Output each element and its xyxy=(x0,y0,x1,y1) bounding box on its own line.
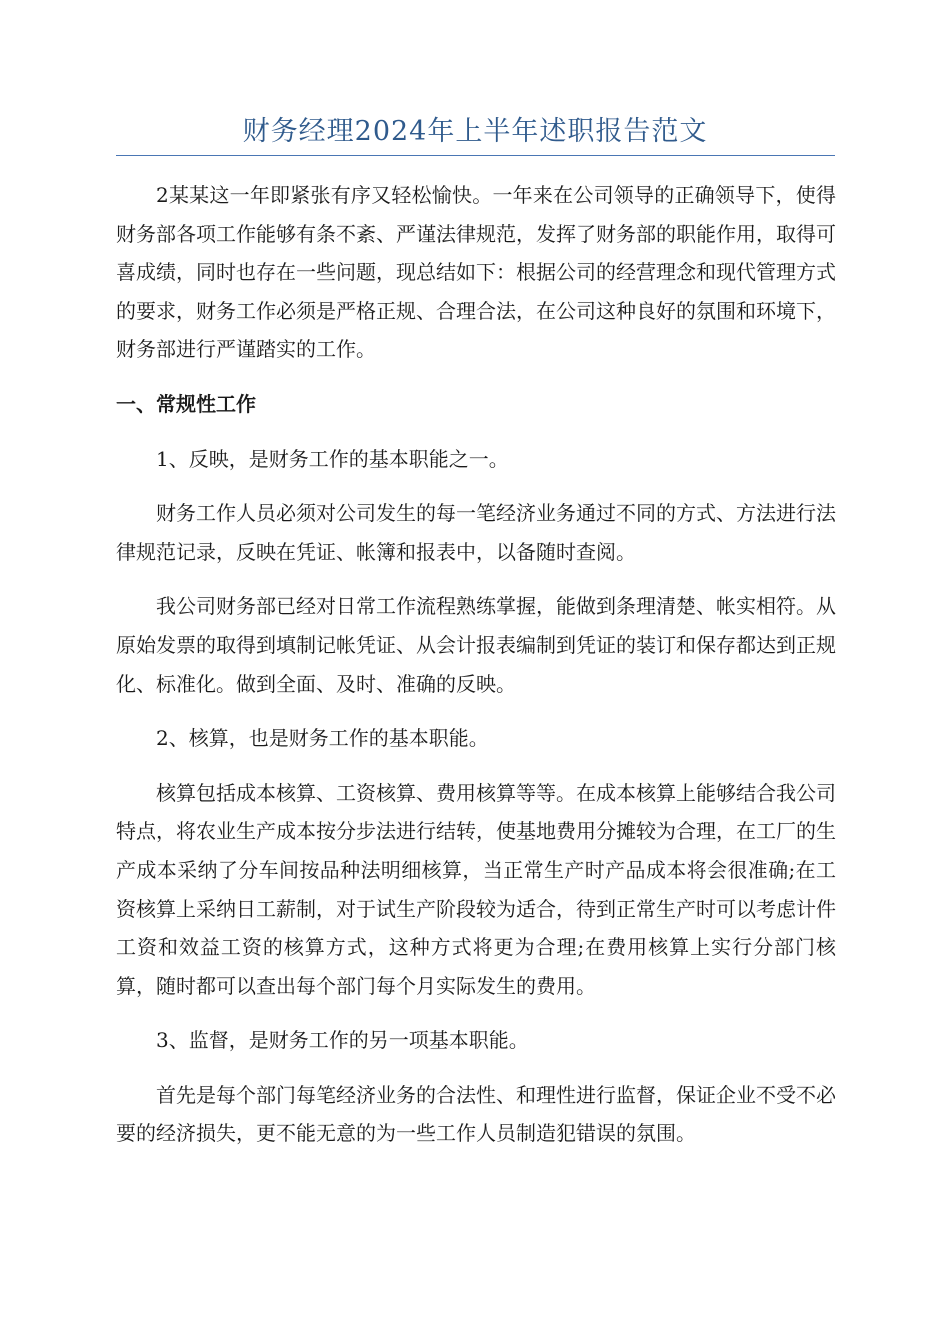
paragraph: 财务工作人员必须对公司发生的每一笔经济业务通过不同的方式、方法进行法律规范记录，反映在凭证、帐簿和报表中，以备随时查阅。 xyxy=(116,501,836,564)
paragraph: 首先是每个部门每笔经济业务的合法性、和理性进行监督，保证企业不受不必要的经济损失，更不能无意的为一些工作人员制造犯错误的氛围。 xyxy=(116,1082,836,1146)
section-heading: 一、常规性工作 xyxy=(116,391,256,416)
title-underline xyxy=(116,155,835,156)
item-heading-1: 1、反映，是财务工作的基本职能之一。 xyxy=(156,446,509,471)
intro-paragraph: 2某某这一年即紧张有序又轻松愉快。一年来在公司领导的正确领导下，使得财务部各项工作能够有条不紊、严谨法律规范，发挥了财务部的职能作用，取得可喜成绩，同时也存在一些问题，现总结如下：根据公司的经营理念和现代管理方式的要求，财务工作必须是严格正规、合理合法，在公司这种良好的氛围和环境下，财务部进行严谨踏实的工作。 xyxy=(116,183,836,362)
item-heading-3: 3、监督，是财务工作的另一项基本职能。 xyxy=(156,1028,529,1053)
document-body xyxy=(116,176,836,1169)
paragraph: 我公司财务部已经对日常工作流程熟练掌握，能做到条理清楚、帐实相符。从原始发票的取得到填制记帐凭证、从会计报表编制到凭证的装订和保存都达到正规化、标准化。做到全面、及时、准确的反映。 xyxy=(116,594,836,696)
document-title: 财务经理2024年上半年述职报告范文 xyxy=(242,116,708,147)
item-heading-2: 2、核算，也是财务工作的基本职能。 xyxy=(156,726,489,751)
paragraph: 核算包括成本核算、工资核算、费用核算等等。在成本核算上能够结合我公司特点，将农业生产成本按分步法进行结转，使基地费用分摊较为合理，在工厂的生产成本采纳了分车间按品种法明细核算，当正常生产时产品成本将会很准确;在工资核算上采纳日工薪制，对于试生产阶段较为适合，待到正常生产时可以考虑计件工资和效益工资的核算方式，这种方式将更为合理;在费用核算上实行分部门核算，随时都可以查出每个部门每个月实际发生的费用。 xyxy=(116,780,836,998)
